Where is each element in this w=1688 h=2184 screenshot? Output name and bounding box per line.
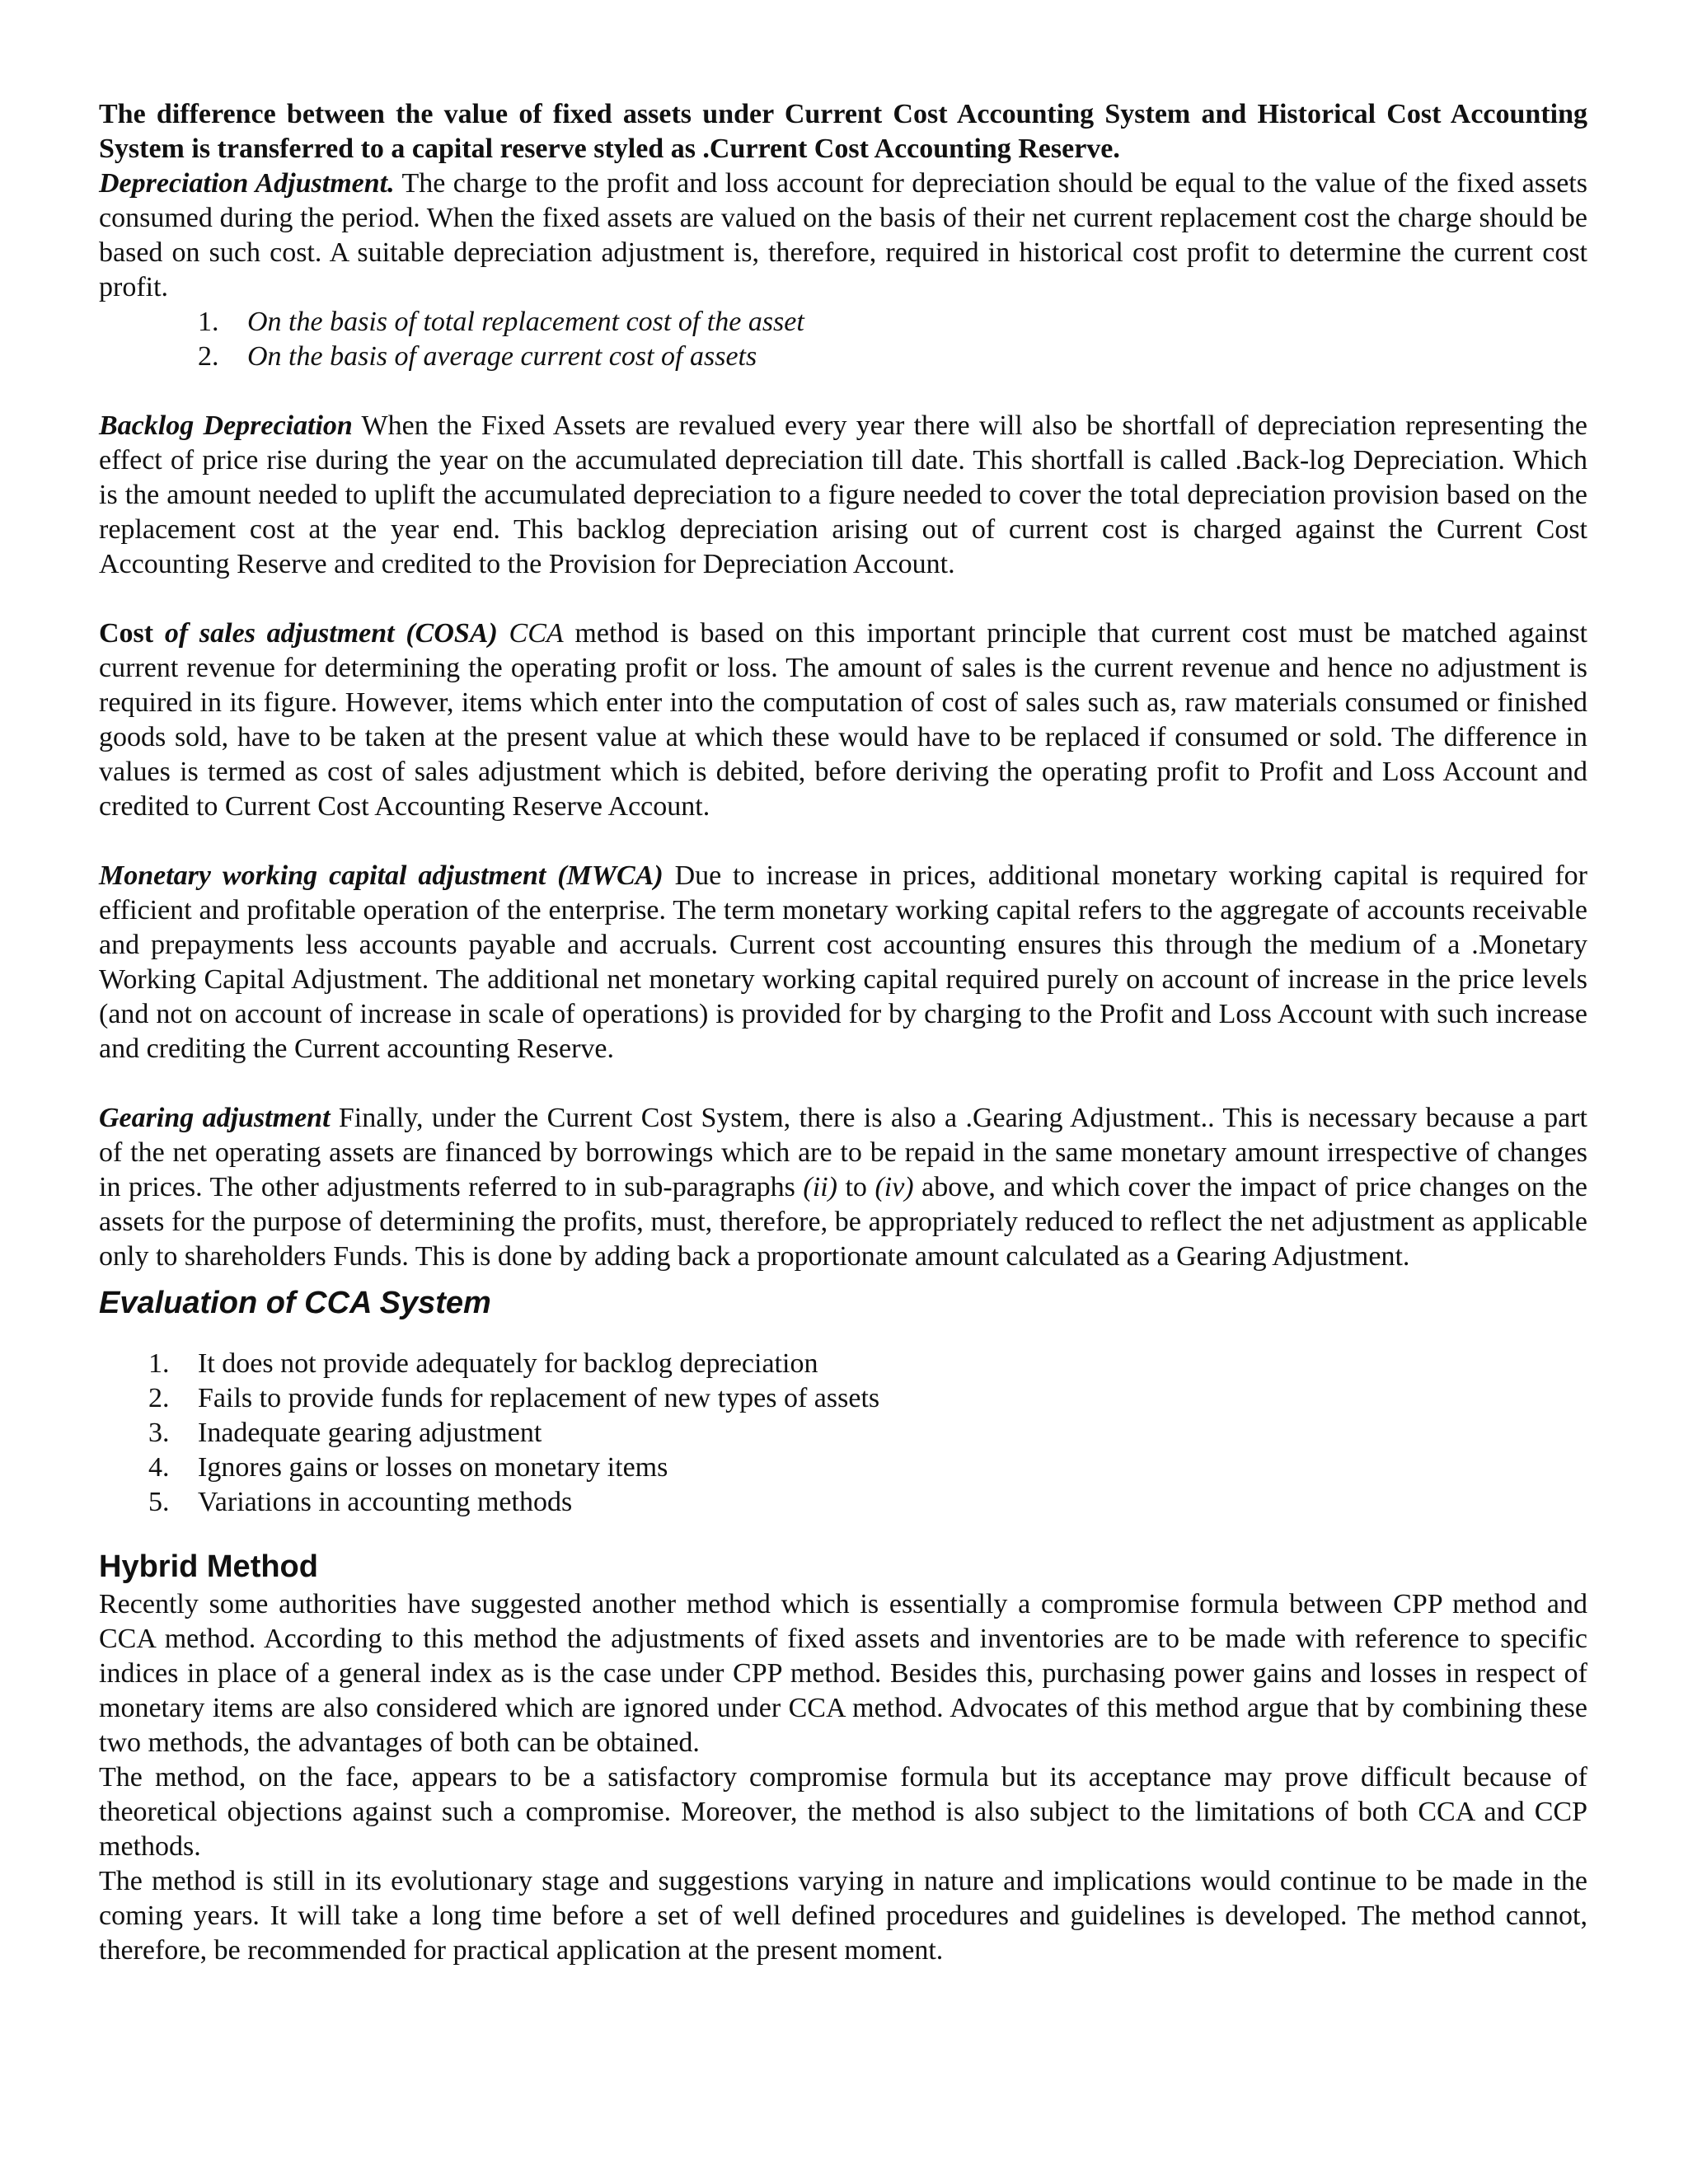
gearing-body: above, and which cover the impact of price changes on the assets for the purpose of determining the profits, must, therefore, be appropriately reduced to reflect the net adjustment as applicable only to shareholders Funds. This is done by adding back a proportionate amount calculated as a Gearing Adjustment. — [99, 1172, 1587, 1272]
cosa-heading-cca: CCA — [497, 618, 564, 649]
gearing-paragraph — [99, 1101, 1587, 1274]
document-page — [99, 97, 1587, 1968]
list-number: 3. — [148, 1418, 170, 1448]
backlog-heading: Backlog Depreciation — [99, 410, 353, 441]
backlog-body: When the Fixed Assets are revalued every year there will also be shortfall of depreciation representing the effect of price rise during the year on the accumulated depreciation till date. This shortfall is called .Back-log Depreciation. Which is the amount needed to uplift the accumulated depreciation to a figure needed to cover the total depreciation provision based on the replacement cost at the year end. This backlog depreciation arising out of current cost is charged against the Current Cost Accounting Reserve and credited to the Provision for Depreciation Account. — [99, 410, 1587, 579]
list-item — [99, 340, 1587, 374]
paragraph-gap — [99, 582, 1587, 616]
list-text: On the basis of average current cost of assets — [247, 341, 757, 372]
list-text: Inadequate gearing adjustment — [198, 1418, 542, 1448]
list-number: 2. — [198, 341, 219, 372]
hybrid-heading: Hybrid Method — [99, 1549, 318, 1584]
list-text: Variations in accounting methods — [198, 1487, 573, 1517]
list-item — [99, 1451, 1587, 1485]
list-item — [99, 305, 1587, 340]
list-number: 2. — [148, 1383, 170, 1413]
list-text: Ignores gains or losses on monetary items — [198, 1452, 668, 1483]
gearing-body: to — [837, 1172, 875, 1202]
list-number: 1. — [148, 1348, 170, 1379]
list-text: Fails to provide funds for replacement of new types of assets — [198, 1383, 880, 1413]
cosa-body: method is based on this important principle that current cost must be matched against current revenue for determining the operating profit or loss. The amount of sales is the current revenue and hence no adjustment is required in its figure. However, items which enter into the computation of cost of sales such as, raw materials consumed or finished goods sold, have to be taken at the present value at which these would have to be replaced if consumed or sold. The difference in values is termed as cost of sales adjustment which is debited, before deriving the operating profit to Profit and Loss Account and credited to Current Cost Accounting Reserve Account. — [99, 618, 1588, 822]
list-text: It does not provide adequately for backlog depreciation — [198, 1348, 818, 1379]
hybrid-paragraph: Recently some authorities have suggested another method which is essentially a compromise formula between CPP method and CCA method. According to this method the adjustments of fixed assets and inventories are to be made with reference to specific indices in place of a general index as is the case under CPP method. Besides this, purchasing power gains and losses in respect of monetary items are also considered which are ignored under CCA method. Advocates of this method argue that by combining these two methods, the advantages of both can be obtained. — [99, 1589, 1587, 1758]
depreciation-basis-list — [99, 305, 1587, 374]
list-item — [99, 1381, 1587, 1416]
list-number: 5. — [148, 1487, 170, 1517]
mwca-body: Due to increase in prices, additional monetary working capital is required for efficient and profitable operation of the enterprise. The term monetary working capital refers to the aggregate of accounts receivable and prepayments less accounts payable and accruals. Current cost accounting ensures this through the medium of a .Monetary Working Capital Adjustment. The additional net monetary working capital required purely on account of increase in the price levels (and not on account of increase in scale of operations) is provided for by charging to the Profit and Loss Account with such increase and crediting the Current accounting Reserve. — [99, 860, 1587, 1064]
paragraph-gap — [99, 374, 1587, 409]
paragraph-gap — [99, 824, 1587, 859]
list-item — [99, 1485, 1587, 1520]
paragraph-gap — [99, 1066, 1587, 1101]
gearing-body: Finally, under the Current Cost System, there is also a .Gearing Adjustment.. This is necessary because a part of the net operating assets are financed by borrowings which are to be repaid in the same monetary amount irrespective of changes in prices. The other adjustments referred to in sub-paragraphs — [99, 1103, 1587, 1202]
mwca-heading: Monetary working capital adjustment (MWCA) — [99, 860, 663, 891]
gearing-heading: Gearing adjustment — [99, 1103, 331, 1133]
cosa-heading-cost: Cost — [99, 618, 165, 649]
cosa-heading: of sales adjustment (COSA) — [164, 618, 498, 649]
evaluation-list — [99, 1347, 1587, 1520]
hybrid-paragraph: The method is still in its evolutionary stage and suggestions varying in nature and implications would continue to be made in the coming years. It will take a long time before a set of well defined procedures and guidelines is developed. The method cannot, therefore, be recommended for practical application at the present moment. — [99, 1866, 1587, 1966]
depreciation-heading: Depreciation Adjustment. — [99, 168, 395, 199]
depreciation-paragraph — [99, 166, 1587, 305]
list-number: 1. — [198, 307, 219, 337]
cosa-paragraph — [99, 616, 1587, 824]
backlog-paragraph — [99, 409, 1587, 582]
mwca-paragraph — [99, 859, 1587, 1066]
depreciation-body: The charge to the profit and loss account for depreciation should be equal to the value of the fixed assets consumed during the period. When the fixed assets are valued on the basis of their net current replacement cost the charge should be based on such cost. A suitable depreciation adjustment is, therefore, required in historical cost profit to determine the current cost profit. — [99, 168, 1587, 302]
evaluation-heading: Evaluation of CCA System — [99, 1286, 491, 1320]
gearing-ref: (iv) — [874, 1172, 914, 1202]
hybrid-paragraph: The method, on the face, appears to be a satisfactory compromise formula but its acceptance may prove difficult because of theoretical objections against such a compromise. Moreover, the method is also subject to the limitations of both CCA and CCP methods. — [99, 1762, 1587, 1862]
gearing-ref: (ii) — [803, 1172, 837, 1202]
list-item — [99, 1416, 1587, 1451]
list-number: 4. — [148, 1452, 170, 1483]
list-text: On the basis of total replacement cost of the asset — [247, 307, 804, 337]
list-item — [99, 1347, 1587, 1381]
intro-statement: The difference between the value of fixed assets under Current Cost Accounting System and Historical Cost Accounting System is transferred to a capital reserve styled as .Current Cost Accounting Reserve. — [99, 99, 1587, 164]
